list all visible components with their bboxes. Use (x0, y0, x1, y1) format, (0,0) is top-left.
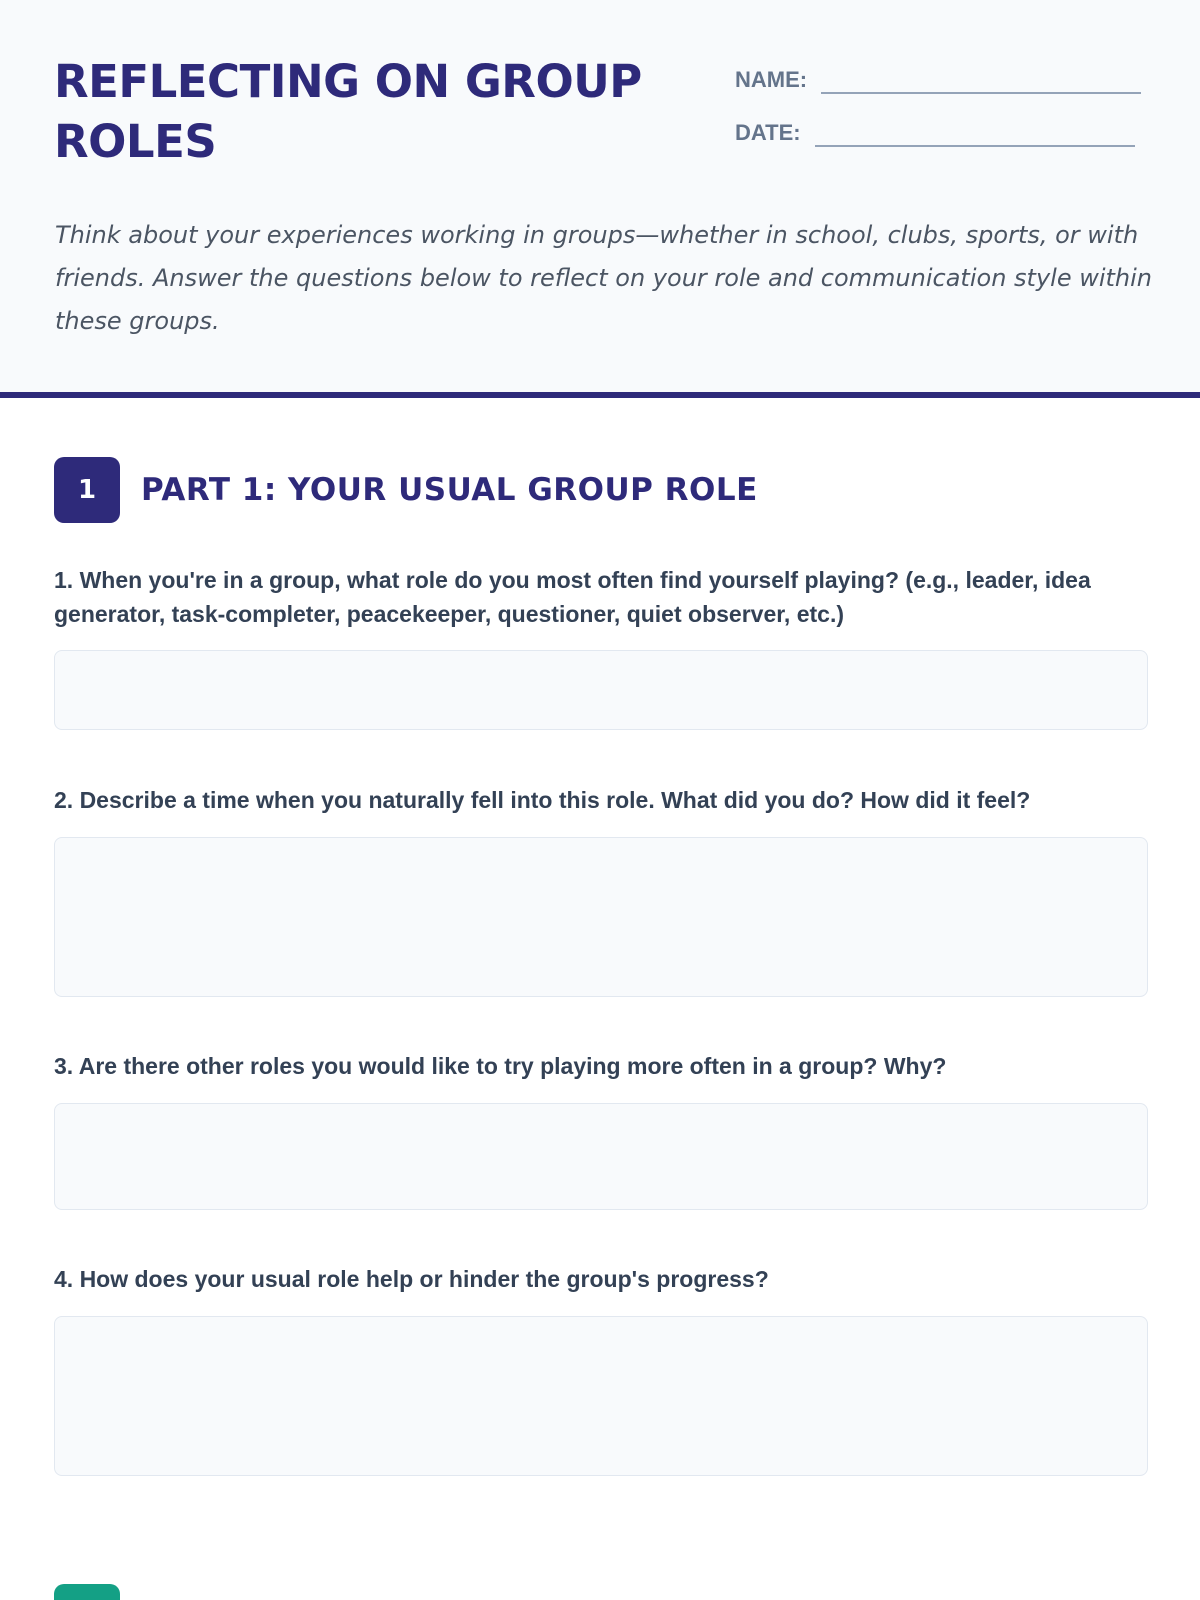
page-title: REFLECTING ON GROUP ROLES (54, 55, 642, 168)
question-3: 3. Are there other roles you would like to try playing more often in a group? Why? (54, 1053, 947, 1079)
name-input-line[interactable] (821, 58, 1141, 94)
date-input-line[interactable] (815, 111, 1135, 147)
section-number-badge: 1 (54, 457, 120, 523)
intro-text: Think about your experiences working in groups—whether in school, clubs, sports, or with friends. Answer the questions below to reflect on your role and communication style within these groups. (55, 221, 1153, 335)
worksheet-header (0, 0, 1200, 398)
section-title: PART 1: YOUR USUAL GROUP ROLE (141, 472, 758, 508)
question-1: 1. When you're in a group, what role do you most often find yourself playing? (e.g., leader, idea generator, task-completer, peacekeeper, questioner, quiet observer, etc.) (54, 567, 1091, 627)
question-4: 4. How does your usual role help or hinder the group's progress? (54, 1266, 769, 1292)
question-2: 2. Describe a time when you naturally fell into this role. What did you do? How did it feel? (54, 787, 1031, 813)
name-label: NAME: (735, 67, 808, 92)
next-section-badge (54, 1584, 120, 1600)
section-heading (54, 457, 758, 523)
answer-box-1[interactable] (54, 650, 1148, 730)
answer-box-4[interactable] (54, 1316, 1148, 1476)
date-field (735, 111, 1135, 147)
date-label: DATE: (735, 120, 801, 145)
answer-box-2[interactable] (54, 837, 1148, 997)
name-field (735, 58, 1141, 94)
answer-box-3[interactable] (54, 1103, 1148, 1210)
